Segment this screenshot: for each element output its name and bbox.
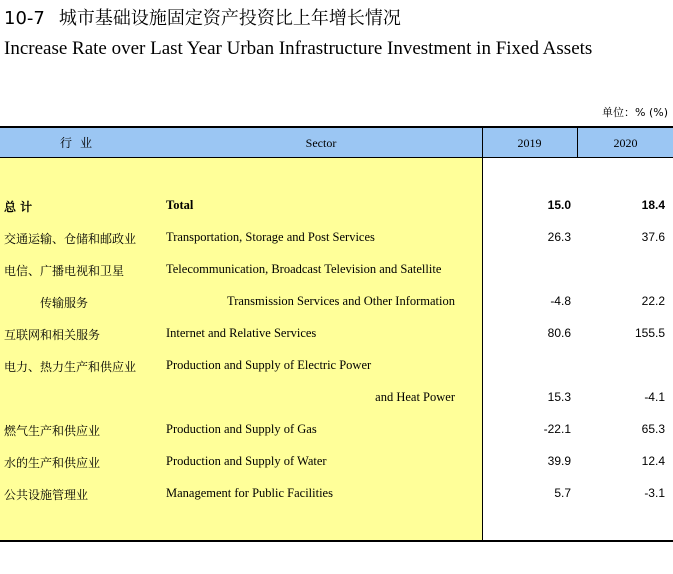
value-2019: 39.9 bbox=[547, 454, 571, 468]
row-label-en: Total bbox=[166, 198, 194, 212]
row-label-en: Telecommunication, Broadcast Television and Satellite bbox=[166, 262, 442, 276]
value-2019: 26.3 bbox=[547, 230, 571, 244]
value-2020: -3.1 bbox=[644, 486, 665, 500]
row-label-cn: 水的生产和供应业 bbox=[4, 456, 101, 470]
header-sector-cn: 行业 bbox=[59, 136, 100, 150]
row-label-cn: 总 计 bbox=[4, 200, 33, 214]
table-bottom-rule bbox=[0, 540, 673, 542]
row-label-en: and Heat Power bbox=[375, 390, 455, 404]
row-label-cn: 交通运输、仓储和邮政业 bbox=[4, 232, 137, 246]
table-row bbox=[0, 290, 673, 314]
row-label-cn: 燃气生产和供应业 bbox=[4, 424, 101, 438]
value-2020: 155.5 bbox=[634, 326, 665, 340]
row-label-cn: 互联网和相关服务 bbox=[4, 328, 101, 342]
table-row bbox=[0, 386, 673, 410]
value-2020: 12.4 bbox=[641, 454, 665, 468]
table-row bbox=[0, 418, 673, 442]
row-label-en: Production and Supply of Water bbox=[166, 454, 327, 468]
table-row bbox=[0, 258, 673, 282]
page-title-cn bbox=[4, 4, 401, 30]
value-2019: -22.1 bbox=[543, 422, 571, 436]
value-2019: 5.7 bbox=[554, 486, 571, 500]
row-label-en: Production and Supply of Electric Power bbox=[166, 358, 372, 372]
value-2019: 15.3 bbox=[547, 390, 571, 404]
row-label-cn: 传输服务 bbox=[40, 296, 89, 310]
table-row bbox=[0, 322, 673, 346]
value-2019: -4.8 bbox=[550, 294, 571, 308]
data-table bbox=[0, 126, 673, 542]
table-row bbox=[0, 226, 673, 250]
value-2019: 80.6 bbox=[547, 326, 571, 340]
header-sector-en: Sector bbox=[305, 136, 337, 150]
row-label-en: Transmission Services and Other Information bbox=[227, 294, 455, 308]
value-2020: 65.3 bbox=[641, 422, 665, 436]
row-label-cn: 电信、广播电视和卫星 bbox=[4, 264, 125, 278]
value-2020: -4.1 bbox=[644, 390, 665, 404]
unit-label: 单位：% (%) bbox=[602, 106, 668, 119]
header-2019: 2019 bbox=[517, 136, 542, 150]
title-cn-text: 城市基础设施固定资产投资比上年增长情况 bbox=[58, 8, 401, 29]
table-row bbox=[0, 354, 673, 378]
table-row bbox=[0, 482, 673, 506]
value-2020: 37.6 bbox=[641, 230, 665, 244]
row-label-cn: 公共设施管理业 bbox=[4, 488, 89, 502]
table-row-total bbox=[0, 194, 673, 218]
table-number: 10-7 bbox=[4, 8, 45, 29]
page-title-en: Increase Rate over Last Year Urban Infrastructure Investment in Fixed Assets bbox=[4, 38, 593, 59]
value-2020: 22.2 bbox=[641, 294, 665, 308]
row-label-cn: 电力、热力生产和供应业 bbox=[4, 360, 137, 374]
table-row bbox=[0, 450, 673, 474]
value-2019: 15.0 bbox=[547, 198, 571, 212]
row-label-en: Transportation, Storage and Post Services bbox=[166, 230, 375, 244]
value-2020: 18.4 bbox=[641, 198, 665, 212]
row-label-en: Internet and Relative Services bbox=[166, 326, 317, 340]
row-label-en: Management for Public Facilities bbox=[166, 486, 333, 500]
row-label-en: Production and Supply of Gas bbox=[166, 422, 317, 436]
header-2020: 2020 bbox=[613, 136, 638, 150]
